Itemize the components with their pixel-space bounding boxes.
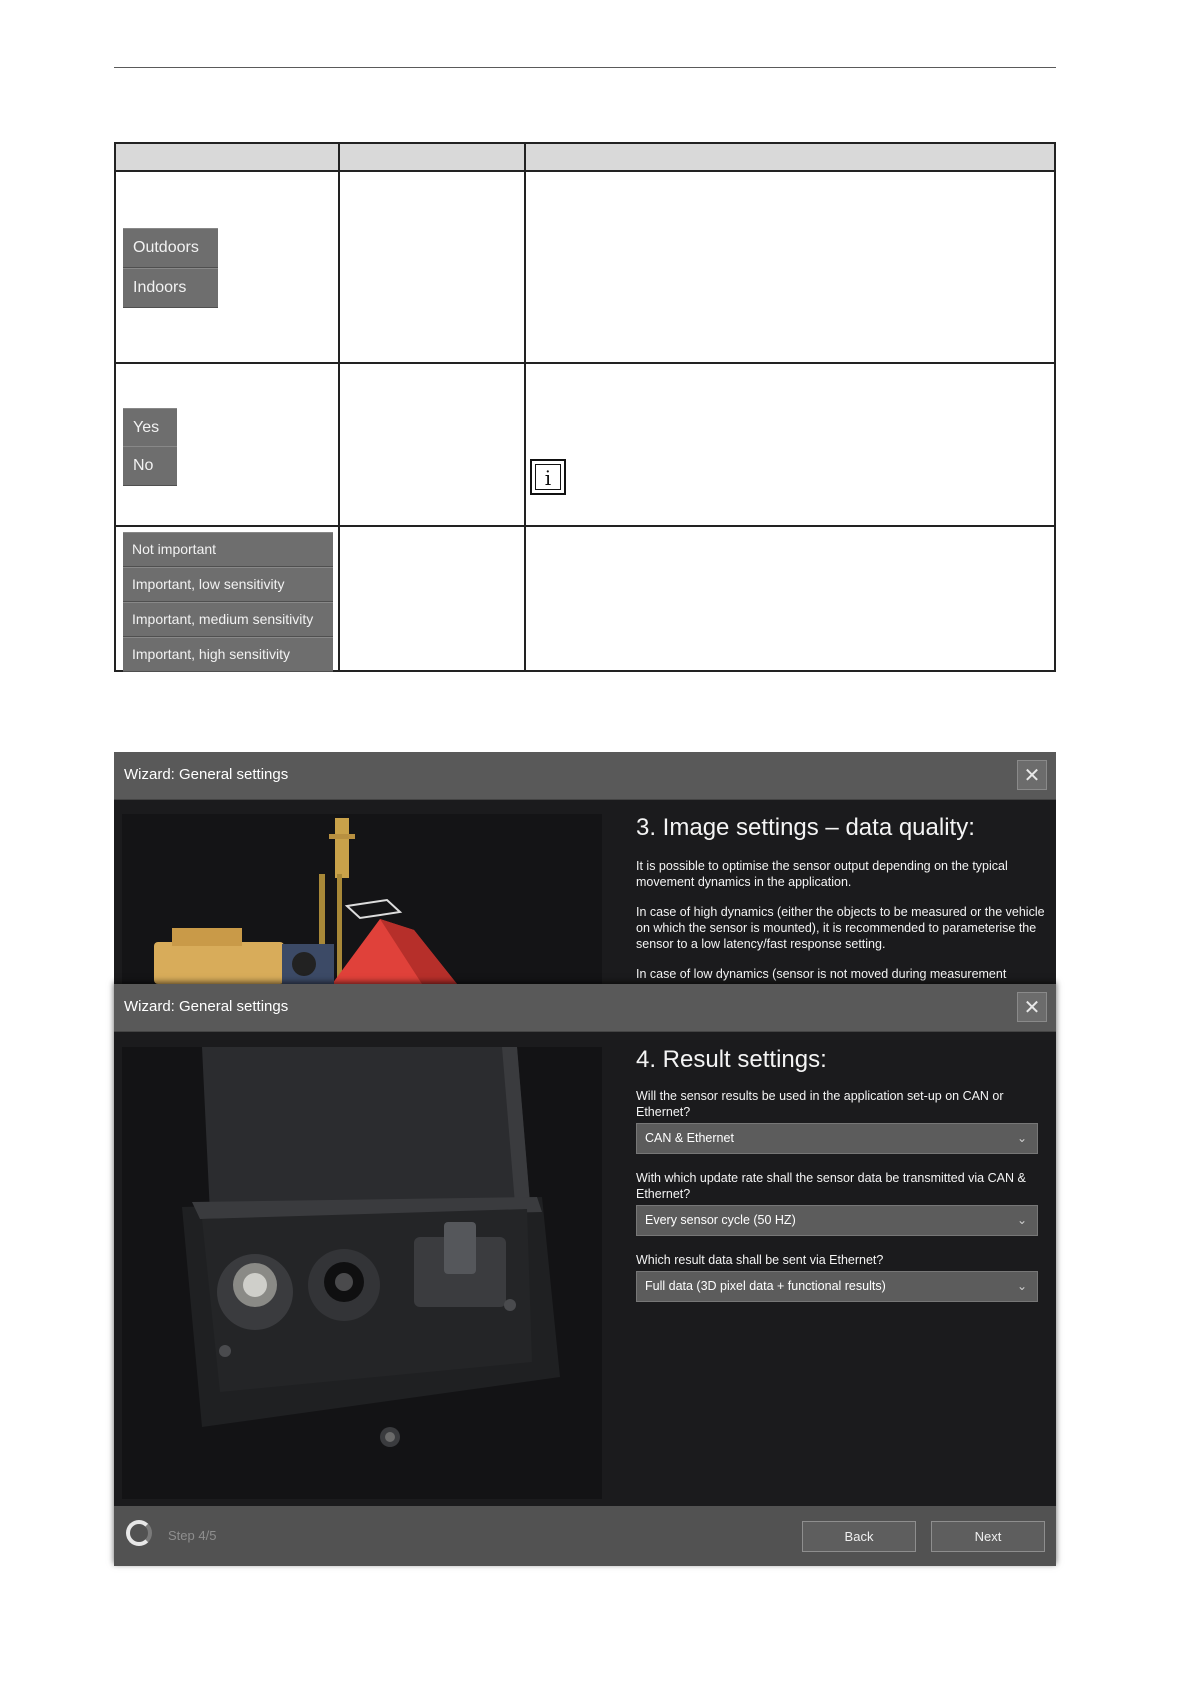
- table-header-row: [116, 144, 1054, 172]
- option-not-important[interactable]: Not important: [123, 532, 333, 567]
- row-divider: [116, 362, 1054, 364]
- option-outdoors[interactable]: Outdoors: [123, 228, 218, 268]
- sensor-device-illustration: [122, 1047, 602, 1499]
- step3-content: [636, 814, 1046, 984]
- step3-paragraph: In case of high dynamics (either the objects to be measured or the vehicle on which the sensor is mounted), it is recommended to parameterise the sensor to a low latency/fast response setting.: [636, 905, 1045, 951]
- option-high-sensitivity[interactable]: Important, high sensitivity: [123, 637, 333, 672]
- page-header-rule: [114, 67, 1056, 68]
- progress-ring-icon: [126, 1520, 152, 1546]
- step4-heading: 4. Result settings:: [636, 1046, 827, 1073]
- title-bar: [114, 752, 1056, 800]
- close-icon[interactable]: ✕: [1017, 992, 1047, 1022]
- chevron-down-icon: ⌄: [1016, 1279, 1027, 1293]
- result-data-select[interactable]: [636, 1271, 1038, 1302]
- dialog-title: Wizard: General settings: [124, 766, 289, 783]
- option-medium-sensitivity[interactable]: Important, medium sensitivity: [123, 602, 333, 637]
- back-button[interactable]: Back: [802, 1521, 916, 1552]
- step3-paragraph: In case of low dynamics (sensor is not moved during measurement: [636, 967, 1007, 981]
- step3-paragraph: It is possible to optimise the sensor output depending on the typical movement dynamics in the application.: [636, 859, 1008, 889]
- column-divider: [524, 144, 526, 670]
- machine-illustration: [122, 814, 602, 984]
- wizard-footer: [114, 1506, 1056, 1566]
- title-bar: [114, 984, 1056, 1032]
- can-ethernet-select[interactable]: [636, 1123, 1038, 1154]
- column-divider: [338, 144, 340, 670]
- settings-table: [114, 142, 1056, 672]
- step4-content: [636, 1046, 1046, 1318]
- close-icon[interactable]: ✕: [1017, 760, 1047, 790]
- sensor-device-image: [122, 1047, 602, 1499]
- row-divider: [116, 525, 1054, 527]
- select-value: Every sensor cycle (50 HZ): [645, 1213, 796, 1227]
- question-update-rate: With which update rate shall the sensor data be transmitted via CAN & Ethernet?: [636, 1171, 1026, 1201]
- step-indicator: Step 4/5: [168, 1528, 217, 1543]
- wizard-dialog-step4: [114, 984, 1056, 1566]
- question-can-ethernet: Will the sensor results be used in the application set-up on CAN or Ethernet?: [636, 1089, 1004, 1119]
- info-icon: i: [530, 459, 566, 495]
- option-yes[interactable]: Yes: [123, 408, 177, 448]
- option-indoors[interactable]: Indoors: [123, 268, 218, 308]
- step3-heading: 3. Image settings – data quality:: [636, 814, 975, 841]
- update-rate-select[interactable]: [636, 1205, 1038, 1236]
- option-no[interactable]: No: [123, 446, 177, 486]
- select-value: Full data (3D pixel data + functional results): [645, 1279, 886, 1293]
- question-result-data: Which result data shall be sent via Ethernet?: [636, 1253, 884, 1267]
- excavator-scene-image: [122, 814, 602, 984]
- select-value: CAN & Ethernet: [645, 1131, 734, 1145]
- chevron-down-icon: ⌄: [1016, 1131, 1027, 1145]
- dialog-title: Wizard: General settings: [124, 998, 289, 1015]
- chevron-down-icon: ⌄: [1016, 1213, 1027, 1227]
- wizard-dialog-step3: [114, 752, 1056, 984]
- next-button[interactable]: Next: [931, 1521, 1045, 1552]
- option-low-sensitivity[interactable]: Important, low sensitivity: [123, 567, 333, 602]
